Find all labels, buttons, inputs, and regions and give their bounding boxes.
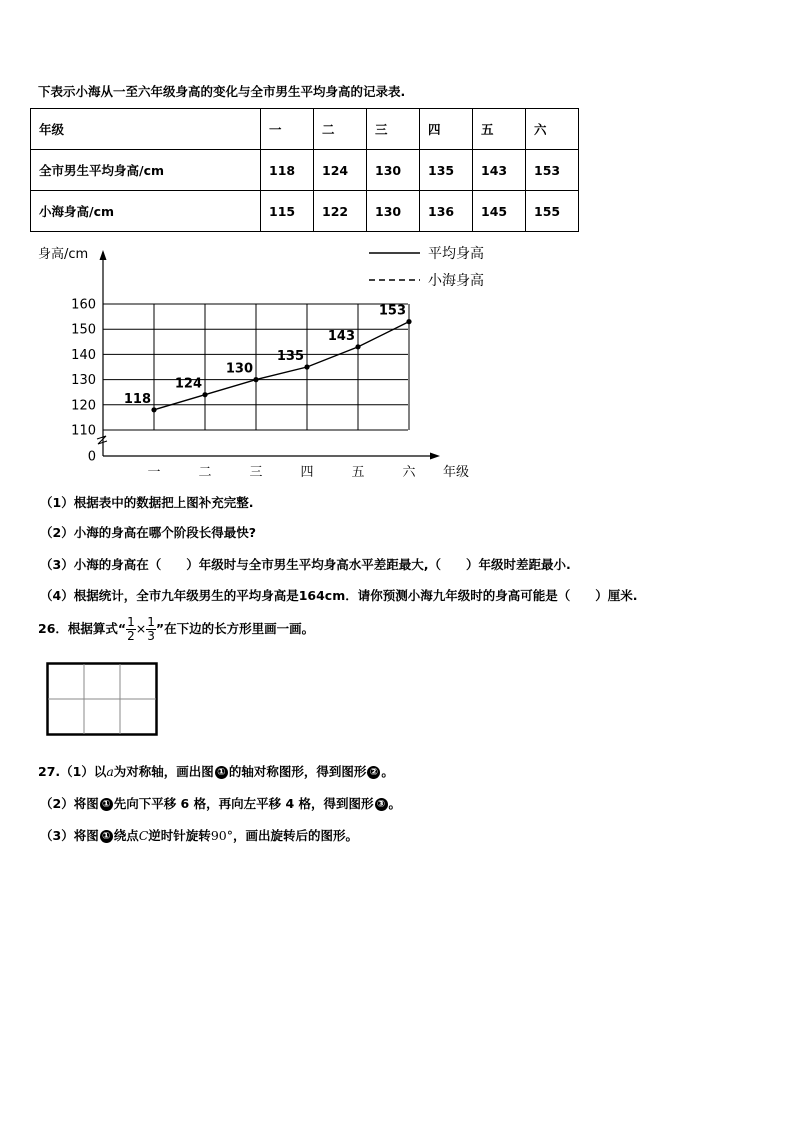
table-row: [31, 109, 579, 150]
table-cell: 130: [367, 191, 420, 232]
y-tick-label: 140: [71, 347, 96, 363]
question-26: [38, 613, 314, 645]
x-axis-label: 年级: [443, 465, 470, 480]
table-cell: 三: [367, 109, 420, 150]
table-cell: 122: [314, 191, 367, 232]
data-label: 130: [225, 361, 253, 377]
table-cell: 115: [261, 191, 314, 232]
figure-3-badge: ③: [375, 798, 388, 811]
fraction-denominator: 3: [147, 629, 155, 643]
question-1: （1）根据表中的数据把上图补充完整.: [40, 495, 254, 510]
fraction-numerator: 1: [147, 615, 155, 629]
table-cell: 二: [314, 109, 367, 150]
q27-text: 绕点: [113, 828, 139, 843]
q27-text: 先向下平移 6 格，再向左平移 4 格，得到图形: [113, 796, 374, 811]
table-cell: 四: [420, 109, 473, 150]
height-record-table: [30, 108, 579, 232]
height-line-chart: [0, 236, 794, 486]
angle-value: 90°: [210, 828, 233, 843]
legend-label: 小海身高: [428, 273, 484, 289]
fraction-numerator: 1: [127, 615, 135, 629]
x-tick-label: 五: [351, 465, 365, 480]
table-cell: 135: [420, 150, 473, 191]
figure-1-badge: ①: [100, 830, 113, 843]
intro-text: 下表示小海从一至六年级身高的变化与全市男生平均身高的记录表.: [38, 84, 406, 99]
q27-text: 27.（1）以: [38, 764, 107, 779]
x-tick-label: 六: [402, 465, 416, 480]
axis-symbol: a: [106, 764, 114, 779]
fraction-denominator: 2: [127, 629, 135, 643]
table-cell: 年级: [31, 109, 261, 150]
question-2: （2）小海的身高在哪个阶段长得最快?: [40, 525, 256, 540]
y-axis-arrow: [100, 250, 107, 260]
data-point: [253, 377, 258, 382]
table-row: [31, 191, 579, 232]
table-cell: 153: [526, 150, 579, 191]
x-tick-label: 四: [300, 465, 314, 480]
table-cell: 130: [367, 150, 420, 191]
fraction-one-half: [126, 616, 136, 643]
question-27-1: [38, 762, 394, 780]
q26-suffix: ”在下边的长方形里画一画。: [155, 621, 315, 636]
question-27-2: [40, 794, 401, 812]
q27-text: 的轴对称图形，得到图形: [228, 764, 367, 779]
table-cell: 143: [473, 150, 526, 191]
table-cell: 136: [420, 191, 473, 232]
y-tick-label: 120: [71, 398, 96, 414]
table-row: [31, 150, 579, 191]
figure-2-badge: ②: [367, 766, 380, 779]
y-tick-label: 110: [71, 423, 96, 439]
table-cell: 六: [526, 109, 579, 150]
table-cell: 小海身高/cm: [31, 191, 261, 232]
data-point: [151, 407, 156, 412]
q27-text: （2）将图: [40, 796, 99, 811]
data-label: 153: [378, 303, 406, 319]
y-tick-label: 150: [71, 322, 96, 338]
series-line: [154, 322, 409, 410]
x-axis-arrow: [430, 453, 440, 460]
q26-prefix: 26．根据算式“: [38, 621, 127, 636]
table-cell: 124: [314, 150, 367, 191]
q27-text: 逆时针旋转: [148, 828, 211, 843]
q27-text: ，画出旋转后的图形。: [232, 828, 358, 843]
q27-text: 。: [381, 764, 394, 779]
data-label: 135: [276, 349, 304, 364]
question-4: （4）根据统计，全市九年级男生的平均身高是164cm．请你预测小海九年级时的身高可能是（ ）厘米.: [40, 588, 638, 603]
question-27-3: [40, 826, 358, 844]
table-cell: 118: [261, 150, 314, 191]
legend-label: 平均身高: [428, 246, 484, 262]
y-tick-label: 130: [71, 373, 96, 389]
table-cell: 一: [261, 109, 314, 150]
q27-text: 为对称轴，画出图: [113, 764, 214, 779]
data-point: [406, 319, 411, 324]
data-label: 143: [327, 328, 355, 344]
data-point: [304, 364, 309, 369]
x-tick-label: 三: [249, 465, 263, 480]
q27-text: （3）将图: [40, 828, 99, 843]
y-tick-label: 160: [71, 297, 96, 313]
y-tick-label: 0: [87, 449, 96, 465]
x-tick-label: 一: [147, 465, 161, 480]
fraction-one-third: [146, 616, 156, 643]
table-cell: 五: [473, 109, 526, 150]
data-point: [355, 344, 360, 349]
figure-1-badge: ①: [100, 798, 113, 811]
data-point: [202, 392, 207, 397]
table-cell: 全市男生平均身高/cm: [31, 150, 261, 191]
axis-break-mark: [97, 436, 107, 444]
x-tick-label: 二: [198, 465, 212, 480]
q27-text: 。: [388, 796, 402, 811]
figure-1-badge: ①: [215, 766, 228, 779]
times-sign: ×: [135, 621, 147, 636]
point-c-symbol: C: [138, 828, 149, 843]
question-3: （3）小海的身高在（ ）年级时与全市男生平均身高水平差距最大,（ ）年级时差距最小.: [40, 557, 571, 572]
y-axis-label: 身高/cm: [38, 247, 89, 262]
data-label: 124: [174, 376, 202, 392]
table-cell: 145: [473, 191, 526, 232]
data-label: 118: [123, 391, 151, 407]
table-cell: 155: [526, 191, 579, 232]
drawing-rectangle[interactable]: [46, 662, 160, 738]
